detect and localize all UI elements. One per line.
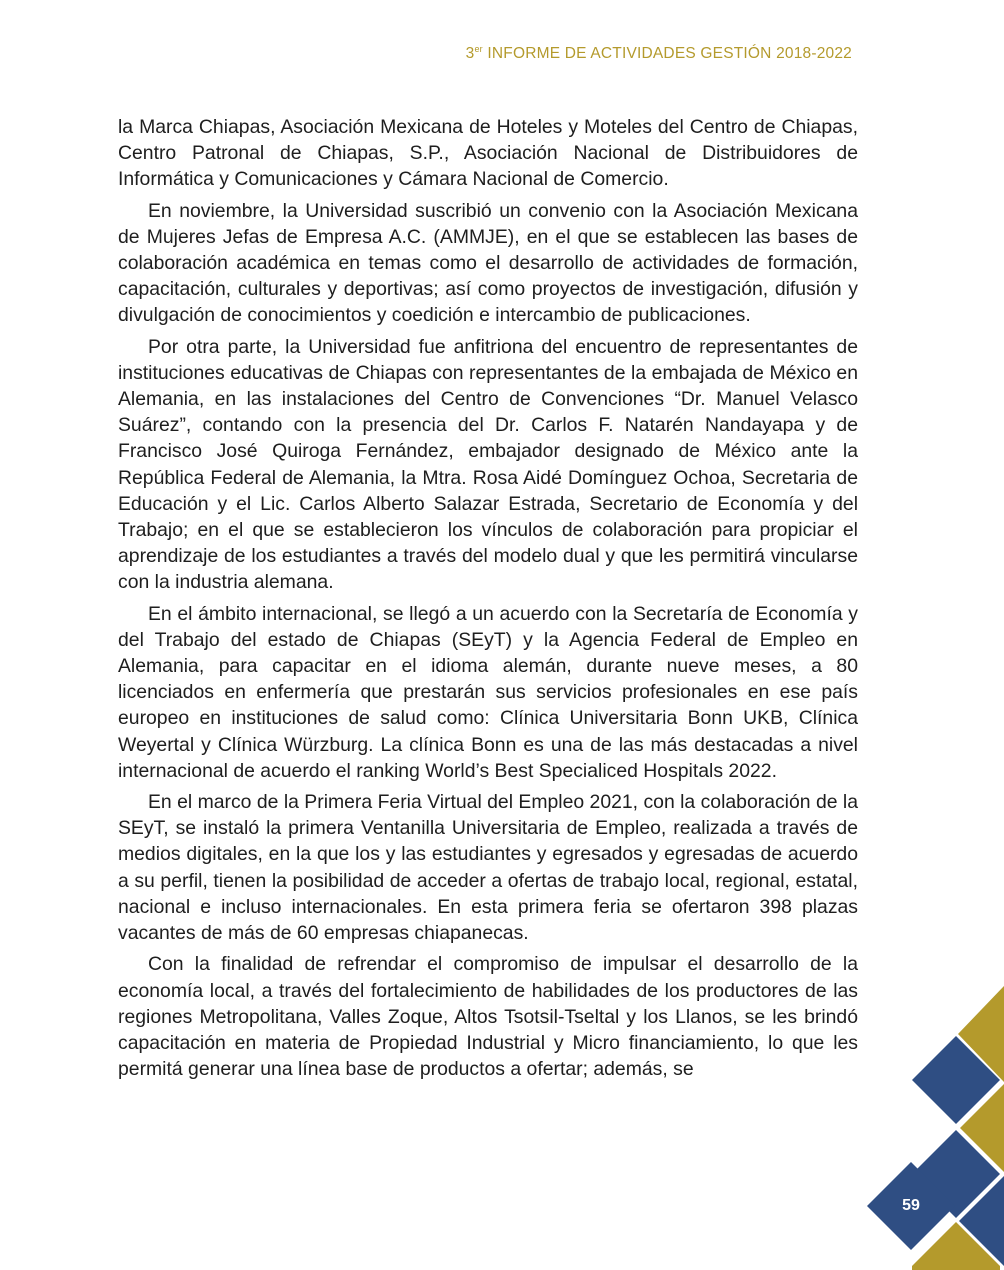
paragraph-2: En noviembre, la Universidad suscribió un convenio con la Asociación Mexicana de Mujeres Jefas de Empresa A.C. (AMMJE), en el que se establecen las bases de colaboración académica en temas como el desarrollo de actividades de formación, capacitación, culturales y deportivas; así como proyectos de investigación, difusión y divulgación de conocimientos y coedición e intercambio de publicaciones.	[118, 199, 858, 327]
paragraph-4: En el ámbito internacional, se llegó a un acuerdo con la Secretaría de Economía y del Trabajo del estado de Chiapas (SEyT) y la Agencia Federal de Empleo en Alemania, para capacitar en el idioma alemán, durante nueve meses, a 80 licenciados en enfermería que prestarán sus servicios profesionales en ese país europeo en instituciones de salud como: Clínica Universitaria Bonn UKB, Clínica Weyertal y Clínica Würzburg. La clínica Bonn es una de las más destacadas a nivel internacional de acuerdo el ranking World’s Best Specialiced Hospitals 2022.	[118, 602, 858, 782]
page-number-label: 59	[902, 1197, 920, 1214]
header-title: INFORME DE ACTIVIDADES GESTIÓN 2018-2022	[487, 45, 852, 62]
header-ordinal-number: 3	[465, 45, 475, 62]
paragraph-6: Con la finalidad de refrendar el compromiso de impulsar el desarrollo de la economía local, a través del fortalecimiento de habilidades de los productores de las regiones Metropolitana, Valles Zoque, Altos Tsotsil-Tseltal y los Llanos, se les brindó capacitación en materia de Propiedad Industrial y Micro financiamiento, lo que les permitá generar una línea base de productos a ofertar; además, se	[118, 953, 858, 1081]
paragraph-1: la Marca Chiapas, Asociación Mexicana de Hoteles y Moteles del Centro de Chiapas, Centro Patronal de Chiapas, S.P., Asociación Nacional de Distribuidores de Informática y Comunicaciones y Cámara Nacional de Comercio.	[118, 116, 858, 191]
paragraph-3: Por otra parte, la Universidad fue anfitriona del encuentro de representantes de instituciones educativas de Chiapas con representantes de la embajada de México en Alemania, en las instalaciones del Centro de Convenciones “Dr. Manuel Velasco Suárez”, contando con la presencia del Dr. Carlos F. Natarén Nandayapa y de Francisco José Quiroga Fernández, embajador designado de México ante la República Federal de Alemania, la Mtra. Rosa Aidé Domínguez Ochoa, Secretaria de Educación y el Lic. Carlos Alberto Salazar Estrada, Secretario de Economía y del Trabajo; en el que se establecieron los vínculos de colaboración para propiciar el aprendizaje de los estudiantes a través del modelo dual y que les permitirá vincularse con la industria alemana.	[118, 335, 858, 594]
paragraph-5: En el marco de la Primera Feria Virtual del Empleo 2021, con la colaboración de la SEyT, se instaló la primera Ventanilla Universitaria de Empleo, realizada a través de medios digitales, en la que los y las estudiantes y egresados y egresadas de acuerdo a su perfil, tienen la posibilidad de acceder a ofertas de trabajo local, regional, estatal, nacional e incluso internacionales. En esta primera feria se ofertaron 398 plazas vacantes de más de 60 empresas chiapanecas.	[118, 791, 858, 945]
header-ordinal-suffix: er	[474, 44, 483, 54]
